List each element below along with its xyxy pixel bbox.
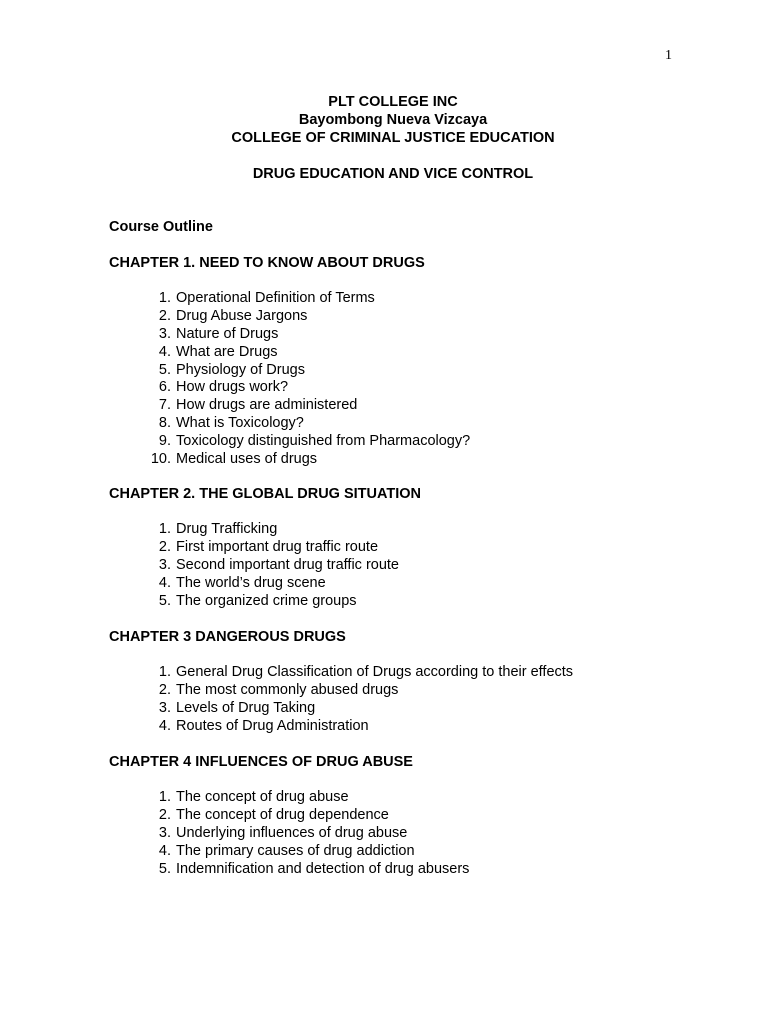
- item-number: 4.: [158, 343, 171, 360]
- item-number: 9.: [158, 433, 171, 450]
- college-name: COLLEGE OF CRIMINAL JUSTICE EDUCATION: [231, 130, 555, 146]
- item-number: 4.: [158, 842, 171, 859]
- item-number: 3.: [158, 824, 171, 841]
- item-number: 5.: [158, 860, 171, 877]
- item-text: The primary causes of drug addiction: [176, 842, 415, 859]
- item-text: Levels of Drug Taking: [176, 699, 316, 716]
- institution-location: Bayombong Nueva Vizcaya: [298, 112, 488, 128]
- item-number: 2.: [158, 806, 171, 823]
- item-text: Underlying influences of drug abuse: [176, 824, 408, 841]
- page-number: 1: [665, 48, 672, 63]
- item-text: General Drug Classification of Drugs according to their effects: [176, 664, 574, 680]
- item-text: Nature of Drugs: [176, 325, 279, 342]
- list-item: [109, 433, 709, 451]
- item-text: The concept of drug abuse: [176, 789, 349, 805]
- item-number: 1.: [158, 664, 171, 680]
- list-item: [109, 397, 709, 415]
- item-text: Medical uses of drugs: [176, 451, 318, 468]
- item-text: Drug Trafficking: [176, 521, 278, 537]
- list-item: [109, 379, 709, 397]
- item-text: Operational Definition of Terms: [176, 290, 375, 306]
- list-item: [109, 861, 709, 879]
- institution-name: PLT COLLEGE INC: [328, 94, 458, 110]
- list-item: [109, 789, 709, 807]
- item-text: Physiology of Drugs: [176, 361, 305, 378]
- outline-heading: Course Outline: [109, 219, 213, 235]
- item-number: 3.: [158, 699, 171, 716]
- item-number: 4.: [158, 717, 171, 734]
- item-text: Second important drug traffic route: [176, 556, 399, 573]
- item-text: The world’s drug scene: [176, 574, 326, 591]
- list-item: [109, 593, 709, 611]
- item-number: 6.: [158, 379, 171, 396]
- item-number: 1.: [158, 521, 171, 537]
- item-text: The most commonly abused drugs: [176, 681, 399, 698]
- item-number: 4.: [158, 574, 171, 591]
- item-text: Indemnification and detection of drug abusers: [176, 860, 470, 877]
- list-item: [109, 415, 709, 433]
- item-number: 5.: [158, 592, 171, 609]
- item-text: Toxicology distinguished from Pharmacology?: [176, 433, 471, 450]
- chapter-3: [109, 628, 709, 736]
- chapter-2: [109, 485, 709, 610]
- course-title: DRUG EDUCATION AND VICE CONTROL: [252, 166, 534, 182]
- chapter-title: CHAPTER 1. NEED TO KNOW ABOUT DRUGS: [109, 255, 425, 271]
- item-text: Routes of Drug Administration: [176, 717, 369, 734]
- chapter-topic-list: [109, 521, 709, 610]
- chapter-1: [109, 254, 709, 469]
- item-number: 8.: [158, 415, 171, 432]
- item-number: 2.: [158, 538, 171, 555]
- list-item: [109, 825, 709, 843]
- chapter-topic-list: [109, 290, 709, 469]
- document-header: [0, 93, 768, 147]
- item-number: 1.: [158, 290, 171, 306]
- chapter-title: CHAPTER 3 DANGEROUS DRUGS: [109, 629, 346, 645]
- item-text: What is Toxicology?: [176, 415, 304, 432]
- list-item: [109, 308, 709, 326]
- item-text: What are Drugs: [176, 343, 278, 360]
- list-item: [109, 557, 709, 575]
- chapter-title: CHAPTER 2. THE GLOBAL DRUG SITUATION: [109, 486, 422, 502]
- list-item: [109, 521, 709, 539]
- list-item: [109, 807, 709, 825]
- list-item: [109, 700, 709, 718]
- item-text: First important drug traffic route: [176, 538, 379, 555]
- item-number: 3.: [158, 556, 171, 573]
- item-number: 1.: [158, 789, 171, 805]
- list-item: [109, 326, 709, 344]
- item-text: The concept of drug dependence: [176, 806, 389, 823]
- list-item: [109, 843, 709, 861]
- item-number: 5.: [158, 361, 171, 378]
- item-number: 10.: [150, 451, 171, 468]
- list-item: [109, 344, 709, 362]
- list-item: [109, 718, 709, 736]
- list-item: [109, 682, 709, 700]
- item-text: Drug Abuse Jargons: [176, 307, 308, 324]
- list-item: [109, 539, 709, 557]
- list-item: [109, 451, 709, 469]
- chapter-topic-list: [109, 664, 709, 736]
- chapter-topic-list: [109, 789, 709, 878]
- item-number: 3.: [158, 325, 171, 342]
- list-item: [109, 362, 709, 380]
- item-number: 2.: [158, 307, 171, 324]
- list-item: [109, 664, 709, 682]
- item-text: How drugs work?: [176, 379, 289, 396]
- item-text: How drugs are administered: [176, 397, 358, 414]
- item-number: 2.: [158, 681, 171, 698]
- list-item: [109, 575, 709, 593]
- item-text: The organized crime groups: [176, 592, 357, 609]
- item-number: 7.: [158, 397, 171, 414]
- chapter-title: CHAPTER 4 INFLUENCES OF DRUG ABUSE: [109, 754, 413, 770]
- list-item: [109, 290, 709, 308]
- chapter-4: [109, 753, 709, 878]
